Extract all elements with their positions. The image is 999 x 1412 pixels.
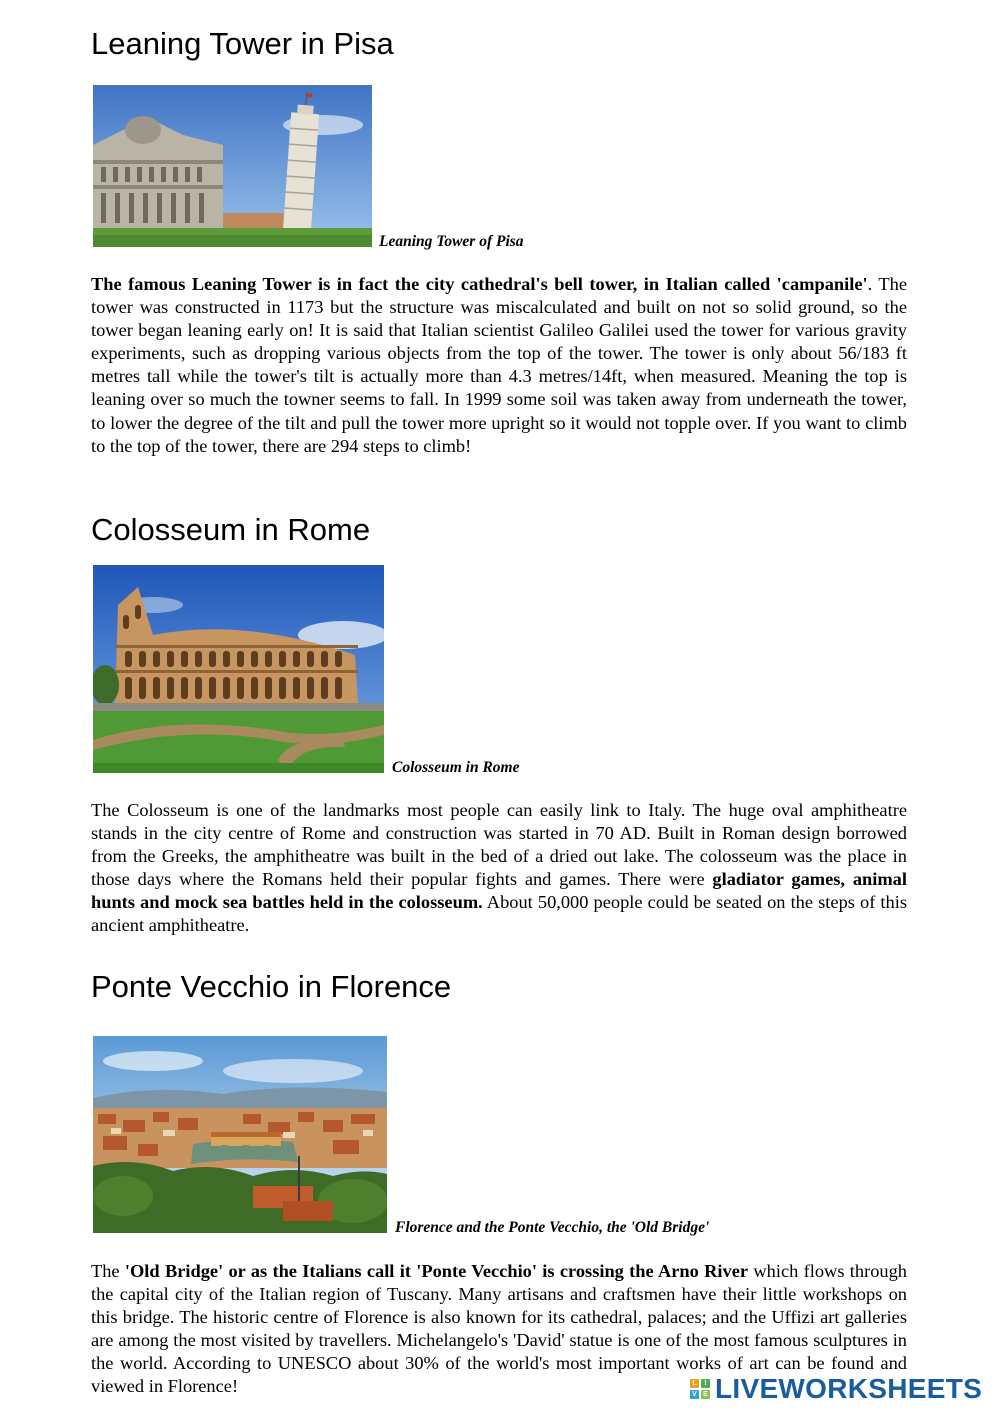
section-heading-colosseum: Colosseum in Rome	[91, 512, 371, 547]
florence-bridge-photo	[93, 1036, 387, 1233]
liveworksheets-logo-icon	[690, 1379, 710, 1399]
paragraph-pisa	[91, 273, 907, 458]
paragraph-florence-text-before: The	[91, 1261, 125, 1281]
leaning-tower-photo	[93, 85, 372, 247]
photo-caption-colosseum: Colosseum in Rome	[392, 759, 520, 776]
section-heading-florence: Ponte Vecchio in Florence	[91, 969, 452, 1004]
liveworksheets-wordmark: LIVEWORKSHEETS	[715, 1373, 983, 1404]
paragraph-colosseum-text-before: The Colosseum is one of the landmarks most people can easily link to Italy. The huge oval amphitheatre stands in the city centre of Rome and construction was started in 70 AD. Built in Roman design borrowed from the Greeks, the amphitheatre was built in the bed of a dried out lake. The colosseum was the place in those days where the Romans held their popular fights and games. There were	[91, 800, 907, 890]
paragraph-colosseum-text-after: About 50,000 people could be seated on the steps of this ancient amphitheatre.	[91, 892, 907, 936]
liveworksheets-watermark	[690, 1372, 982, 1406]
logo-letter-e: E	[701, 1390, 710, 1399]
photo-caption-pisa: Leaning Tower of Pisa	[379, 233, 524, 250]
paragraph-florence-bold: 'Old Bridge' or as the Italians call it 'Ponte Vecchio' is crossing the Arno River	[124, 1261, 749, 1281]
section-heading-pisa: Leaning Tower in Pisa	[91, 26, 394, 61]
paragraph-florence-text-after: which flows through the capital city of the Italian region of Tuscany. Many artisans and craftsmen have their little workshops on this bridge. The historic centre of Florence is also known for its cathedral, palaces; and the Uffizi art galleries are among the most visited by travellers. Michelangelo's 'David' statue is one of the most famous sculptures in the world. According to UNESCO about 30% of the world's most important works of art can be found and viewed in Florence!	[91, 1261, 907, 1397]
paragraph-pisa-bold: The famous Leaning Tower is in fact the city cathedral's bell tower, in Italian called 'campanile'	[91, 274, 868, 294]
logo-letter-v: V	[690, 1390, 699, 1399]
photo-caption-florence: Florence and the Ponte Vecchio, the 'Old Bridge'	[395, 1219, 710, 1236]
colosseum-photo	[93, 565, 384, 773]
logo-letter-l: L	[690, 1379, 699, 1388]
paragraph-pisa-text: . The tower was constructed in 1173 but the structure was miscalculated and built on not so solid ground, so the tower began leaning early on! It is said that Italian scientist Galileo Galilei used the tower for various gravity experiments, such as dropping various objects from the top of the tower. The tower is only about 56/183 ft metres tall while the tower's tilt is actually more than 4.3 metres/14ft, when measured. Meaning the top is leaning over so much the towner seems to fall. In 1999 some soil was taken away from underneath the tower, to lower the degree of the tilt and pull the tower more upright so it would not topple over. If you want to climb to the top of the tower, there are 294 steps to climb!	[91, 274, 907, 456]
paragraph-colosseum-bold: gladiator games, animal hunts and mock sea battles held in the colosseum.	[91, 869, 907, 913]
logo-letter-i: I	[701, 1379, 710, 1388]
paragraph-colosseum	[91, 799, 907, 938]
